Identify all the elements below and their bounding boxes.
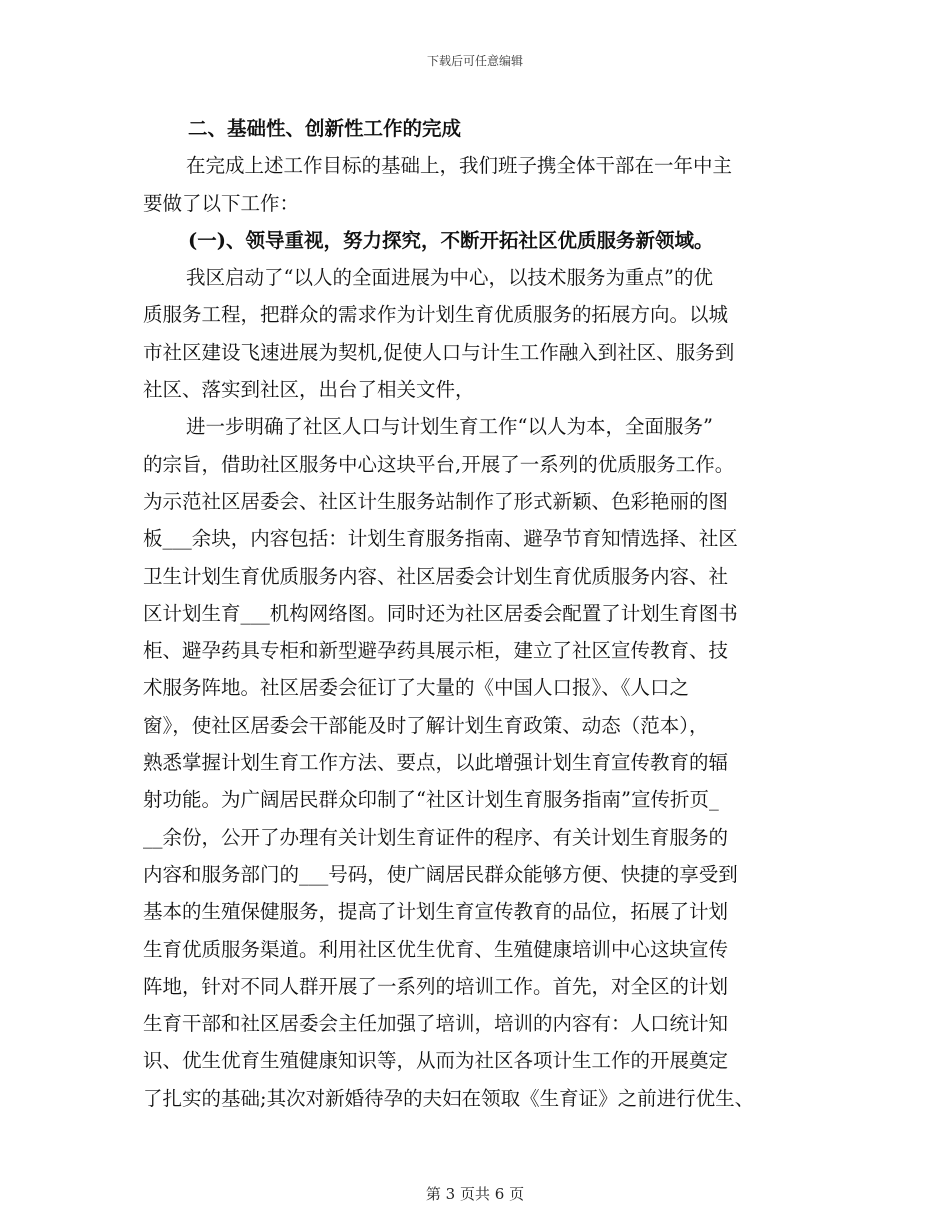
paragraph-line: 为示范社区居委会、社区计生服务站制作了形式新颖、色彩艳丽的图 [143,489,729,513]
paragraph-line: 阵地，针对不同人群开展了一系列的培训工作。首先，对全区的计划 [143,974,729,998]
paragraph-line: 区计划生育___机构网络图。同时还为社区居委会配置了计划生育图书 [143,601,738,625]
paragraph-line: 生育干部和社区居委会主任加强了培训，培训的内容有：人口统计知 [143,1012,729,1036]
paragraph-line: 的宗旨，借助社区服务中心这块平台,开展了一系列的优质服务工作。 [143,452,735,476]
paragraph-line: 要做了以下工作： [143,191,300,215]
paragraph-line: 生育优质服务渠道。利用社区优生优育、生殖健康培训中心这块宣传 [143,937,729,961]
paragraph-line: 了扎实的基础;其次对新婚待孕的夫妇在领取《生育证》之前进行优生、 [143,1086,755,1110]
paragraph-line: 识、优生优育生殖健康知识等，从而为社区各项计生工作的开展奠定 [143,1049,729,1073]
paragraph-line: 我区启动了“以人的全面进展为中心，以技术服务为重点”的优 [186,266,713,290]
subsection-heading: (一)、领导重视，努力探究，不断开拓社区优质服务新领域。 [188,228,714,252]
paragraph-line: __余份，公开了办理有关计划生育证件的程序、有关计划生育服务的 [143,825,729,849]
paragraph-line: 窗》，使社区居委会干部能及时了解计划生育政策、动态（范本）， [143,713,709,737]
paragraph-line: 射功能。为广阔居民群众印制了“社区计划生育服务指南”宣传折页_ [143,788,719,812]
section-heading: 二、基础性、创新性工作的完成 [188,117,462,140]
paragraph-line: 熟悉掌握计划生育工作方法、要点，以此增强计划生育宣传教育的辐 [143,751,729,775]
paragraph-line: 社区、落实到社区，出台了相关文件， [143,378,475,402]
paragraph-line: 术服务阵地。社区居委会征订了大量的《中国人口报》、《人口之 [143,676,690,700]
document-body [143,110,813,1117]
paragraph-line: 市社区建设飞速进展为契机,促使人口与计生工作融入到社区、服务到 [143,340,735,364]
page-footer: 第 3 页共 6 页 [425,1185,525,1203]
paragraph-line: 板___余块，内容包括：计划生育服务指南、避孕节育知情选择、社区 [143,527,738,551]
paragraph-line: 内容和服务部门的___号码，使广阔居民群众能够方便、快捷的享受到 [143,862,738,886]
paragraph-line: 在完成上述工作目标的基础上，我们班子携全体干部在一年中主 [186,154,733,178]
paragraph-line: 柜、避孕药具专柜和新型避孕药具展示柜，建立了社区宣传教育、技 [143,639,729,663]
paragraph-line: 卫生计划生育优质服务内容、社区居委会计划生育优质服务内容、社 [143,564,729,588]
paragraph-line: 进一步明确了社区人口与计划生育工作“以人为本，全面服务” [186,415,713,439]
page-header: 下载后可任意编辑 [426,54,523,68]
paragraph-line: 基本的生殖保健服务，提高了计划生育宣传教育的品位，拓展了计划 [143,900,729,924]
paragraph-line: 质服务工程，把群众的需求作为计划生育优质服务的拓展方向。以城 [143,303,729,327]
